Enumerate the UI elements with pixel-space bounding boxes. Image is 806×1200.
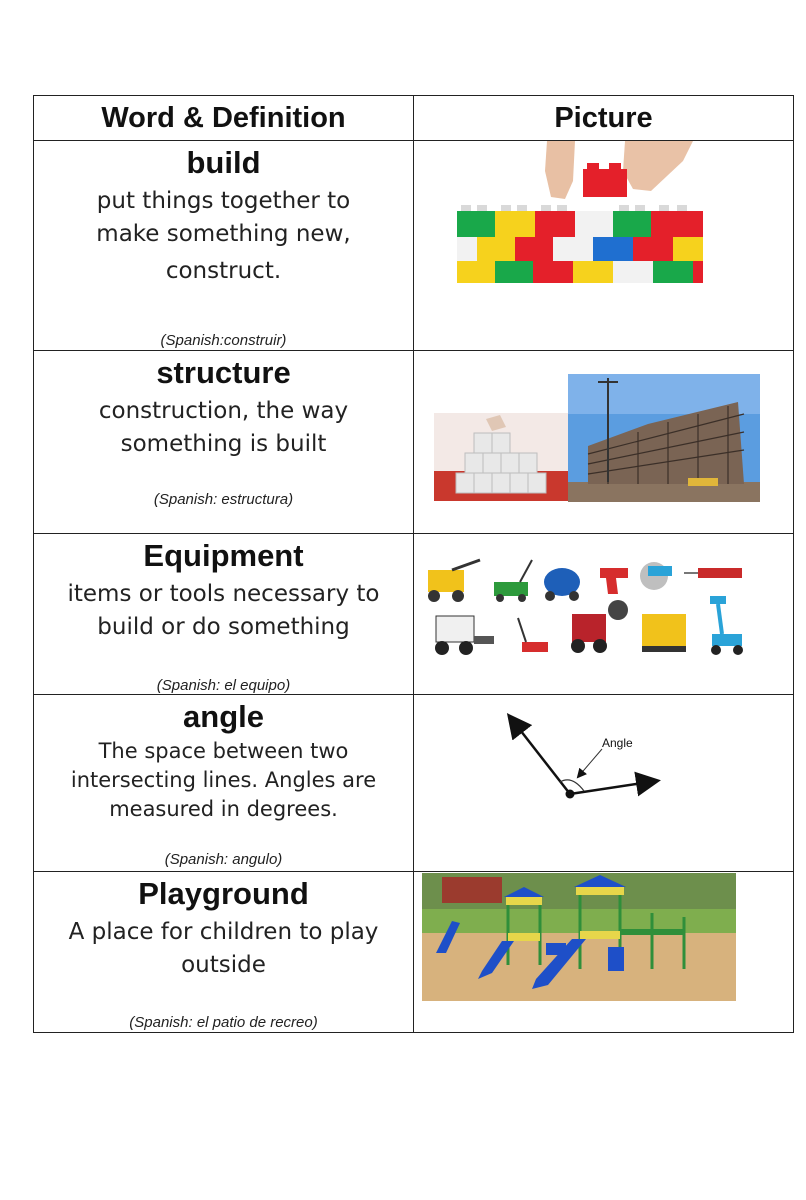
row-build-picture-cell (413, 140, 794, 351)
row-equipment-text-cell (33, 533, 414, 695)
definition-equipment (40, 578, 407, 644)
definition-line: construction, the way (98, 398, 349, 424)
definition-line: construct. (165, 258, 282, 284)
definition-angle (40, 737, 407, 824)
blocks-pyramid-image (434, 413, 568, 501)
angle-label: Angle (602, 736, 633, 750)
spanish-angle: (Spanish: angulo) (164, 851, 283, 868)
definition-structure (40, 395, 407, 461)
row-structure-picture-cell (413, 350, 794, 534)
spanish-playground: (Spanish: el patio de recreo) (129, 1014, 318, 1031)
building-construction-image (568, 374, 760, 502)
tools-machines-image (422, 556, 762, 660)
word-build: build (186, 145, 261, 180)
row-angle-picture-cell (413, 694, 794, 872)
row-equipment-picture-cell (413, 533, 794, 695)
definition-line: put things together to (96, 188, 351, 214)
spanish-structure: (Spanish: estructura) (153, 491, 294, 508)
definition-playground (40, 916, 407, 982)
header-word-definition (33, 95, 414, 141)
definition-line: build or do something (97, 614, 350, 640)
header-picture (413, 95, 794, 141)
row-playground-text-cell (33, 871, 414, 1033)
definition-line: measured in degrees. (109, 797, 338, 821)
definition-build (40, 185, 407, 288)
row-playground-picture-cell (413, 871, 794, 1033)
definition-line: items or tools necessary to (67, 581, 380, 607)
row-build-text-cell (33, 140, 414, 351)
angle-diagram (494, 705, 684, 815)
header-word-definition-label: Word & Definition (101, 101, 346, 134)
definition-line: intersecting lines. Angles are (70, 768, 377, 792)
word-angle: angle (183, 699, 264, 734)
spanish-equipment: (Spanish: el equipo) (156, 677, 291, 694)
row-angle-text-cell (33, 694, 414, 872)
playground-image (422, 873, 736, 1001)
word-equipment: Equipment (143, 538, 304, 573)
word-playground: Playground (138, 876, 309, 911)
definition-line: The space between two (98, 739, 349, 763)
definition-line: A place for children to play (68, 919, 379, 945)
header-picture-label: Picture (554, 101, 653, 134)
definition-line: make something new, (96, 221, 351, 247)
lego-bricks-image (455, 141, 705, 283)
spanish-build: (Spanish:construir) (160, 332, 287, 349)
definition-line: something is built (120, 431, 327, 457)
word-structure: structure (156, 355, 291, 390)
row-structure-text-cell (33, 350, 414, 534)
definition-line: outside (181, 952, 266, 978)
